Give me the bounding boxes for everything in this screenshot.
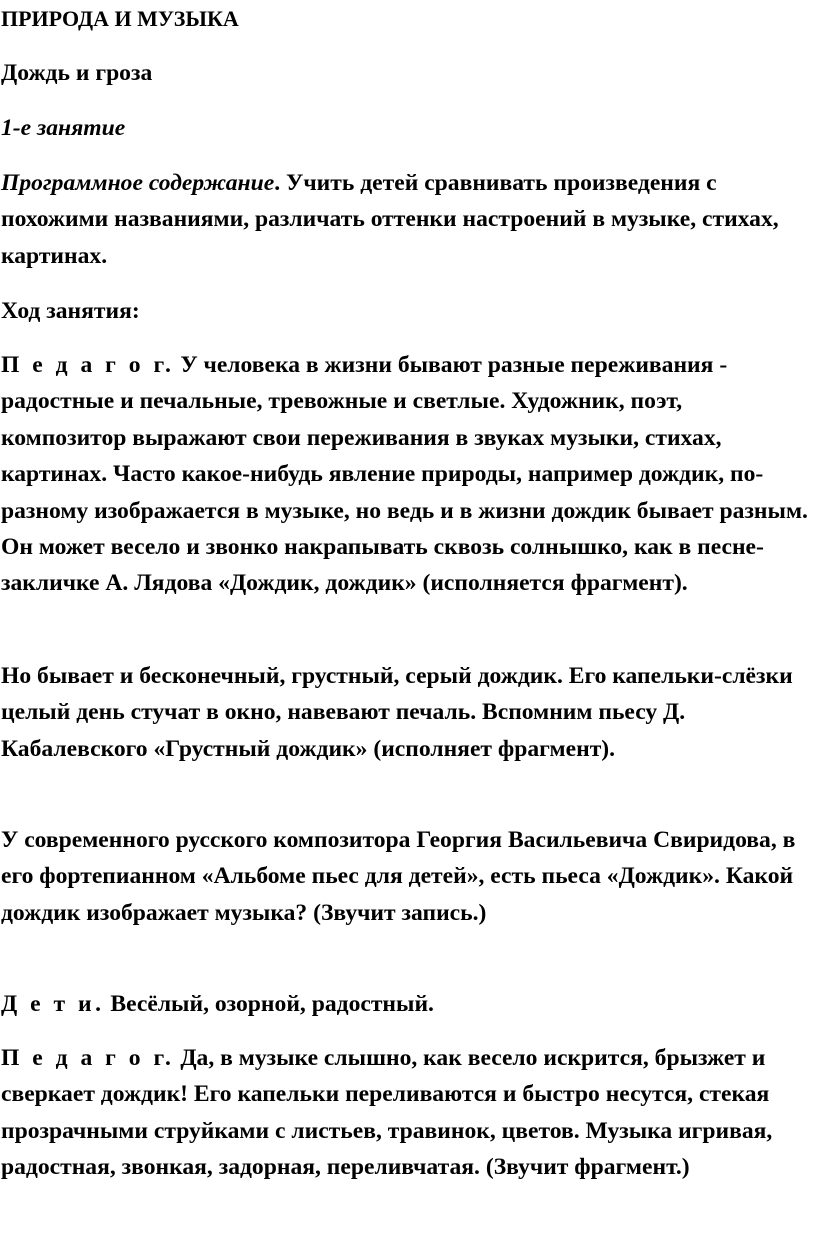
document-title: ПРИРОДА И МУЗЫКА bbox=[1, 6, 239, 31]
speaker-label: П е д а г о г. bbox=[1, 352, 175, 378]
teacher-text-2: Да, в музыке слышно, как весело искрится, брызжет и сверкает дождик! Его капельки переливаются и быстро несутся, стекая прозрачными струйками с листьев, травинок, цветов. Музыка игривая, радостная, звонкая, задорная, переливчатая. (Звучит фрагмент.) bbox=[1, 1045, 773, 1181]
lesson-number: 1-е занятие bbox=[1, 115, 126, 141]
speaker-label: Д е т и. bbox=[1, 991, 105, 1017]
procedure-heading: Ход занятия: bbox=[1, 298, 140, 324]
children-text: Весёлый, озорной, радостный. bbox=[104, 991, 434, 1017]
teacher-paragraph-2 bbox=[1, 1040, 813, 1186]
paragraph-sviridov: У современного русского композитора Георгия Васильевича Свиридова, в его фортепианном «Альбоме пьес для детей», есть пьеса «Дождик». Какой дождик изображает музыка? (Звучит запись.) bbox=[1, 827, 796, 926]
program-text: . Учить детей сравнивать произведения с похожими названиями, различать оттенки настроений в музыке, стихах, картинах. bbox=[1, 170, 779, 269]
program-paragraph bbox=[1, 165, 813, 274]
speaker-label: П е д а г о г. bbox=[1, 1045, 175, 1071]
paragraph-sad-rain: Но бывает и бесконечный, грустный, серый дождик. Его капельки-слёзки целый день стучат в окно, навевают печаль. Вспомним пьесу Д. Кабалевского «Грустный дождик» (исполняет фрагмент). bbox=[1, 663, 793, 762]
teacher-text-1: У человека в жизни бывают разные переживания - радостные и печальные, тревожные и светлые. Художник, поэт, композитор выражают свои переживания в звуках музыки, стихах, картинах. Часто какое-нибудь явление природы, например дождик, по-разному изображается в музыке, но ведь и в жизни дождик бывает разным. Он может весело и звонко накрапывать сквозь солнышко, как в песне-закличке А. Лядова «Дождик, дождик» (исполняется фрагмент). bbox=[1, 352, 808, 597]
teacher-paragraph-1 bbox=[1, 347, 813, 602]
subtitle: Дождь и гроза bbox=[1, 60, 153, 86]
program-label: Программное содержание bbox=[1, 170, 275, 196]
children-paragraph bbox=[1, 986, 813, 1022]
